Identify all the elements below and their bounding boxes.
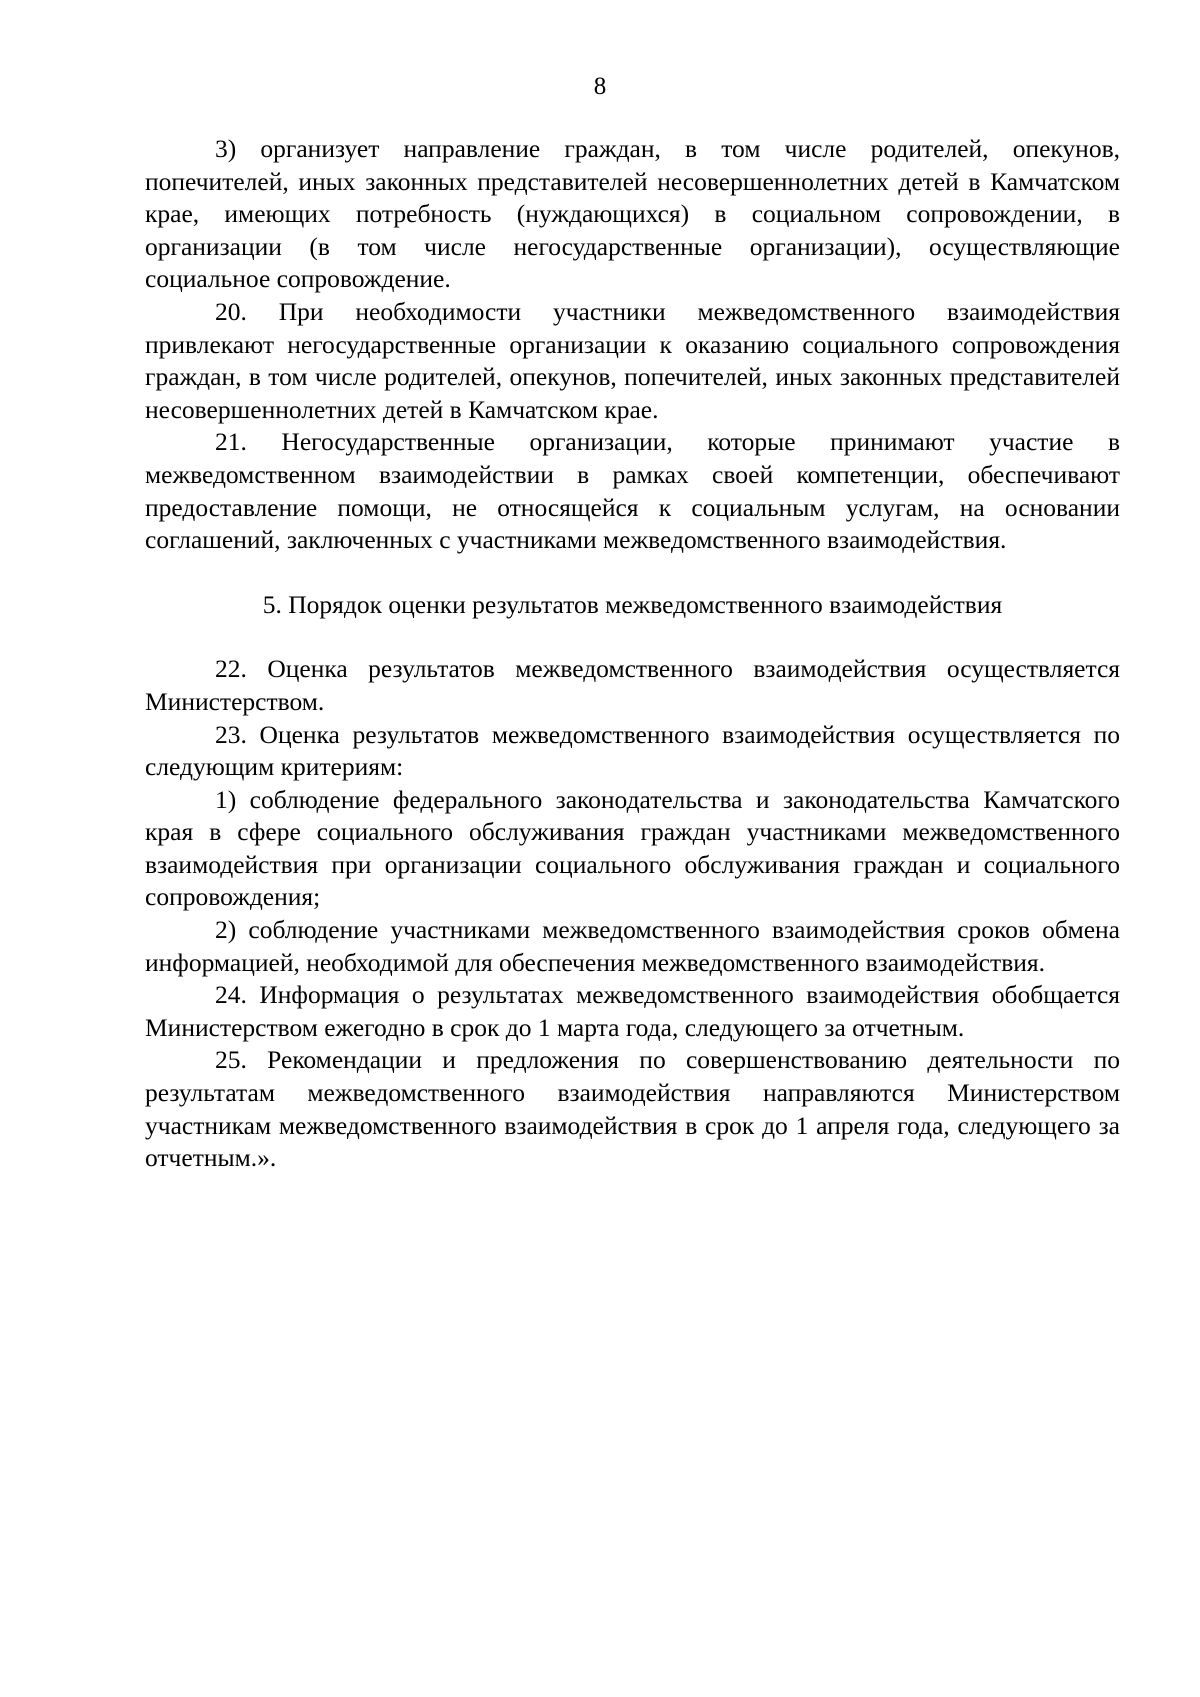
paragraph-23: 23. Оценка результатов межведомственного взаимодействия осуществляется по следующим критериям:	[145, 719, 1120, 782]
paragraph-22: 22. Оценка результатов межведомственного взаимодействия осуществляется Министерством.	[145, 654, 1120, 716]
document-body	[145, 133, 1120, 1175]
paragraph-23-item-1: 1) соблюдение федерального законодательства и законодательства Камчатского края в сфере социального обслуживания граждан участниками межведомственного взаимодействия при организации социального обслуживания граждан и социального сопровождения;	[145, 784, 1120, 912]
paragraph-23-item-2: 2) соблюдение участниками межведомственного взаимодействия сроков обмена информацией, необходимой для обеспечения межведомственного взаимодействия.	[145, 915, 1120, 977]
paragraph-20: 20. При необходимости участники межведомственного взаимодействия привлекают негосударственные организации к оказанию социального сопровождения граждан, в том числе родителей, опекунов, попечителей, иных законных представителей несовершеннолетних детей в Камчатском крае.	[145, 296, 1120, 424]
page-number: 8	[593, 73, 607, 100]
paragraph-25: 25. Рекомендации и предложения по совершенствованию деятельности по результатам межведомственного взаимодействия направляются Министерством участникам межведомственного взаимодействия в срок до 1 апреля года, следующего за отчетным.».	[145, 1045, 1120, 1173]
paragraph-24: 24. Информация о результатах межведомственного взаимодействия обобщается Министерством ежегодно в срок до 1 марта года, следующего за отчетным.	[145, 980, 1120, 1042]
paragraph-21: 21. Негосударственные организации, которые принимают участие в межведомственном взаимодействии в рамках своей компетенции, обеспечивают предоставление помощи, не относящейся к социальным услугам, на основании соглашений, заключенных с участниками межведомственного взаимодействия.	[145, 427, 1120, 555]
paragraph-item-3: 3) организует направление граждан, в том числе родителей, опекунов, попечителей, иных законных представителей несовершеннолетних детей в Камчатском крае, имеющих потребность (нуждающихся) в социальном сопровождении, в организации (в том числе негосударственные организации), осуществляющие социальное сопровождение.	[145, 134, 1120, 294]
section-heading: 5. Порядок оценки результатов межведомственного взаимодействия	[262, 589, 1003, 619]
